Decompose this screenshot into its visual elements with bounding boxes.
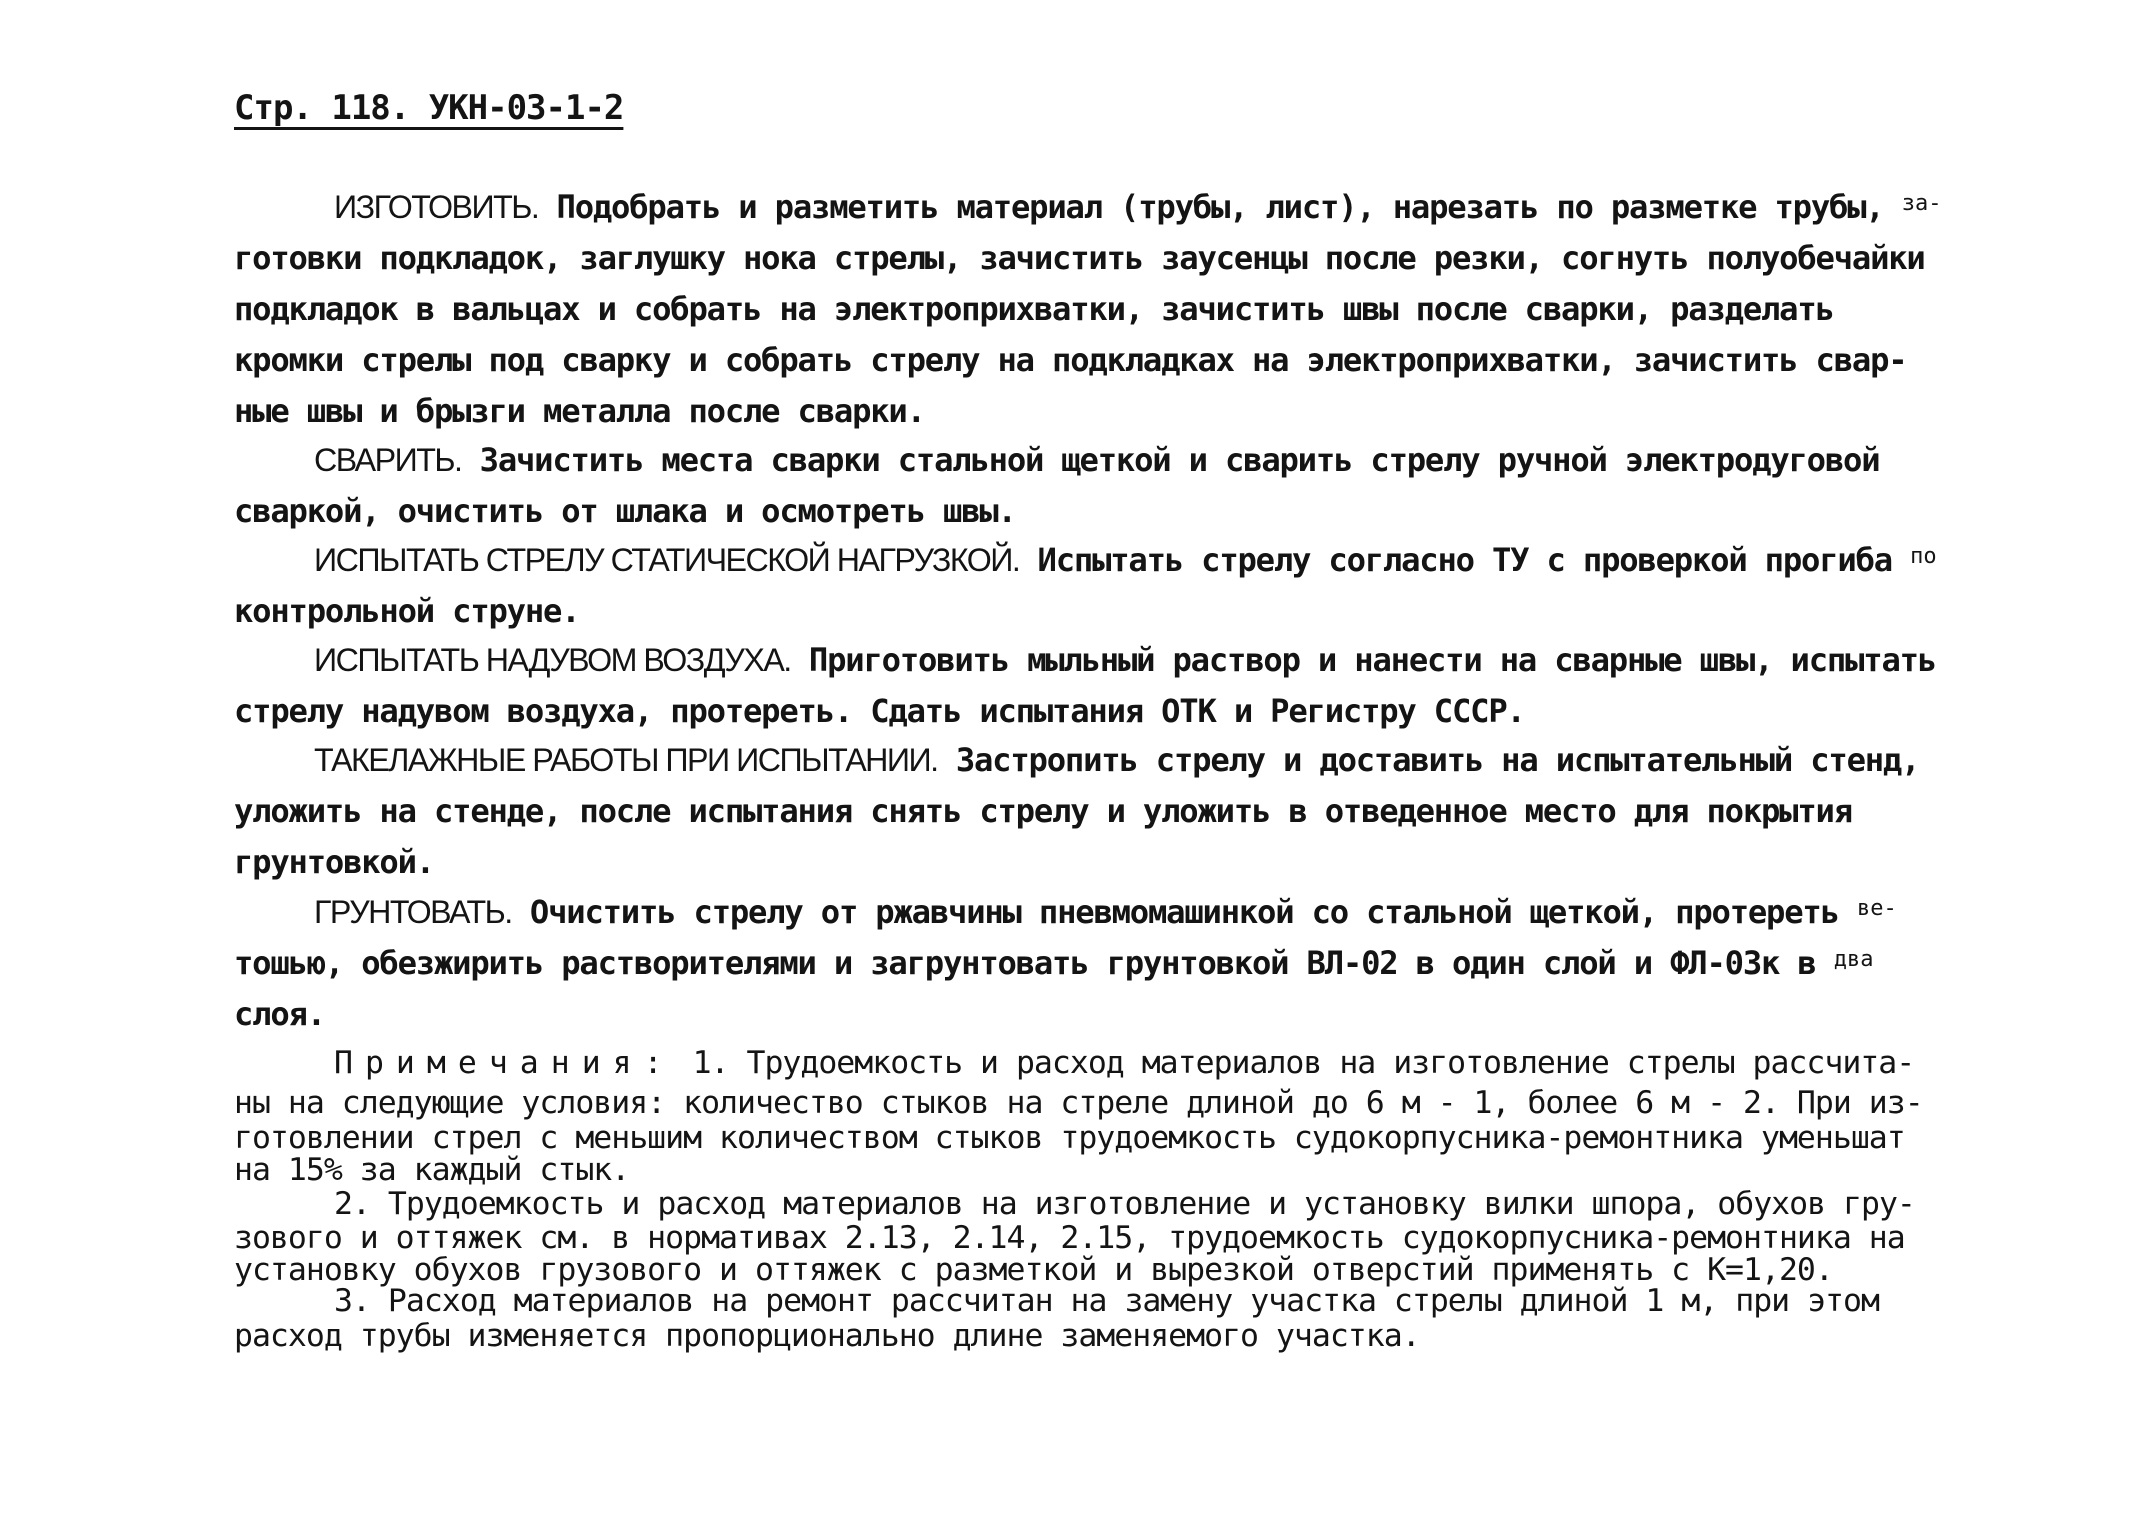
paragraph-rigging-text: Застропить стрелу и доставить на испытательный стенд, <box>955 741 1920 779</box>
paragraph-rigging-lead: ТАКЕЛАЖНЫЕ РАБОТЫ ПРИ ИСПЫТАНИИ. <box>314 742 938 778</box>
paragraph-manufacture-line-3: подкладок в вальцах и собрать на электроприхватки, зачистить швы после сварки, разделать <box>234 290 1834 328</box>
paragraph-manufacture-line-5: ные швы и брызги металла после сварки. <box>234 392 925 430</box>
paragraph-static-test-line-1 <box>234 541 2135 579</box>
notes-line-9: расход трубы изменяется пропорционально длине заменяемого участка. <box>234 1318 1420 1354</box>
paragraph-static-test-tail: по <box>1910 544 1937 569</box>
paragraph-prime-line-2 <box>234 944 2099 982</box>
paragraph-prime-text: Очистить стрелу от ржавчины пневмомашинкой со стальной щеткой, протереть <box>529 893 1839 931</box>
paragraph-prime-tail-2: два <box>1833 947 1874 972</box>
paragraph-air-test-text: Приготовить мыльный раствор и нанести на сварные швы, испытать <box>808 641 1936 679</box>
paragraph-manufacture-lead: ИЗГОТОВИТЬ. <box>334 189 539 225</box>
paragraph-air-test-line-1 <box>234 641 2135 679</box>
paragraph-weld-line-2: сваркой, очистить от шлака и осмотреть швы. <box>234 492 1016 530</box>
paragraph-rigging-line-3: грунтовкой. <box>234 843 434 881</box>
notes-line-7: установку обухов грузового и оттяжек с разметкой и вырезкой отверстий применять с К=1,20. <box>234 1252 1833 1288</box>
notes-line-1 <box>234 1045 2135 1081</box>
notes-line-8: 3. Расход материалов на ремонт рассчитан на замену участка стрелы длиной 1 м, при этом <box>334 1283 1879 1319</box>
paragraph-static-test-line-2: контрольной струне. <box>234 592 580 630</box>
paragraph-static-test-text: Испытать стрелу согласно ТУ с проверкой прогиба <box>1037 541 1892 579</box>
paragraph-prime-line-1 <box>234 893 2135 931</box>
paragraph-air-test-line-2: стрелу надувом воздуха, протереть. Сдать испытания ОТК и Регистру СССР. <box>234 692 1525 730</box>
notes-line-2: ны на следующие условия: количество стыков на стреле длиной до 6 м - 1, более 6 м - 2. При из- <box>234 1085 1923 1121</box>
paragraph-manufacture-line-4: кромки стрелы под сварку и собрать стрелу на подкладках на электроприхватки, зачистить свар- <box>234 341 1907 379</box>
paragraph-air-test-lead: ИСПЫТАТЬ НАДУВОМ ВОЗДУХА. <box>314 642 791 678</box>
notes-line-3: готовлении стрел с меньшим количеством стыков трудоемкость судокорпусника-ремонтника уменьшат <box>234 1120 1905 1156</box>
paragraph-prime-tail: ве- <box>1856 896 1897 921</box>
paragraph-weld-line-1 <box>234 441 2135 479</box>
paragraph-rigging-line-2: уложить на стенде, после испытания снять стрелу и уложить в отведенное место для покрытия <box>234 792 1852 830</box>
paragraph-manufacture-text: Подобрать и разметить материал (трубы, лист), нарезать по разметке трубы, <box>556 188 1884 226</box>
notes-line-5: 2. Трудоемкость и расход материалов на изготовление и установку вилки шпора, обухов гру- <box>334 1186 1915 1222</box>
paragraph-weld-text: Зачистить места сварки стальной щеткой и сварить стрелу ручной электродуговой <box>479 441 1880 479</box>
paragraph-prime-line-3: слоя. <box>234 995 325 1033</box>
notes-text-1: 1. Трудоемкость и расход материалов на изготовление стрелы рассчита- <box>692 1045 1915 1081</box>
paragraph-prime-text-2: тошью, обезжирить растворителями и загрунтовать грунтовкой ВЛ-02 в один слой и ФЛ-03к в <box>234 944 1816 982</box>
paragraph-manufacture-line-1 <box>234 188 2135 226</box>
paragraph-static-test-lead: ИСПЫТАТЬ СТРЕЛУ СТАТИЧЕСКОЙ НАГРУЗКОЙ. <box>314 542 1020 578</box>
paragraph-manufacture-line-2: готовки подкладок, заглушку нока стрелы, зачистить заусенцы после резки, согнуть полуобечайки <box>234 239 1925 277</box>
notes-line-4: на 15% за каждый стык. <box>234 1152 630 1188</box>
notes-label: Примечания: <box>334 1045 675 1081</box>
paragraph-prime-lead: ГРУНТОВАТЬ. <box>314 894 512 930</box>
paragraph-rigging-line-1 <box>234 741 2135 779</box>
notes-line-6: зового и оттяжек см. в нормативах 2.13, 2.14, 2.15, трудоемкость судокорпусника-ремонтника на <box>234 1220 1905 1256</box>
paragraph-manufacture-tail: за- <box>1901 191 1942 216</box>
page-header: Стр. 118. УКН-03-1-2 <box>234 88 624 128</box>
paragraph-weld-lead: СВАРИТЬ. <box>314 442 462 478</box>
